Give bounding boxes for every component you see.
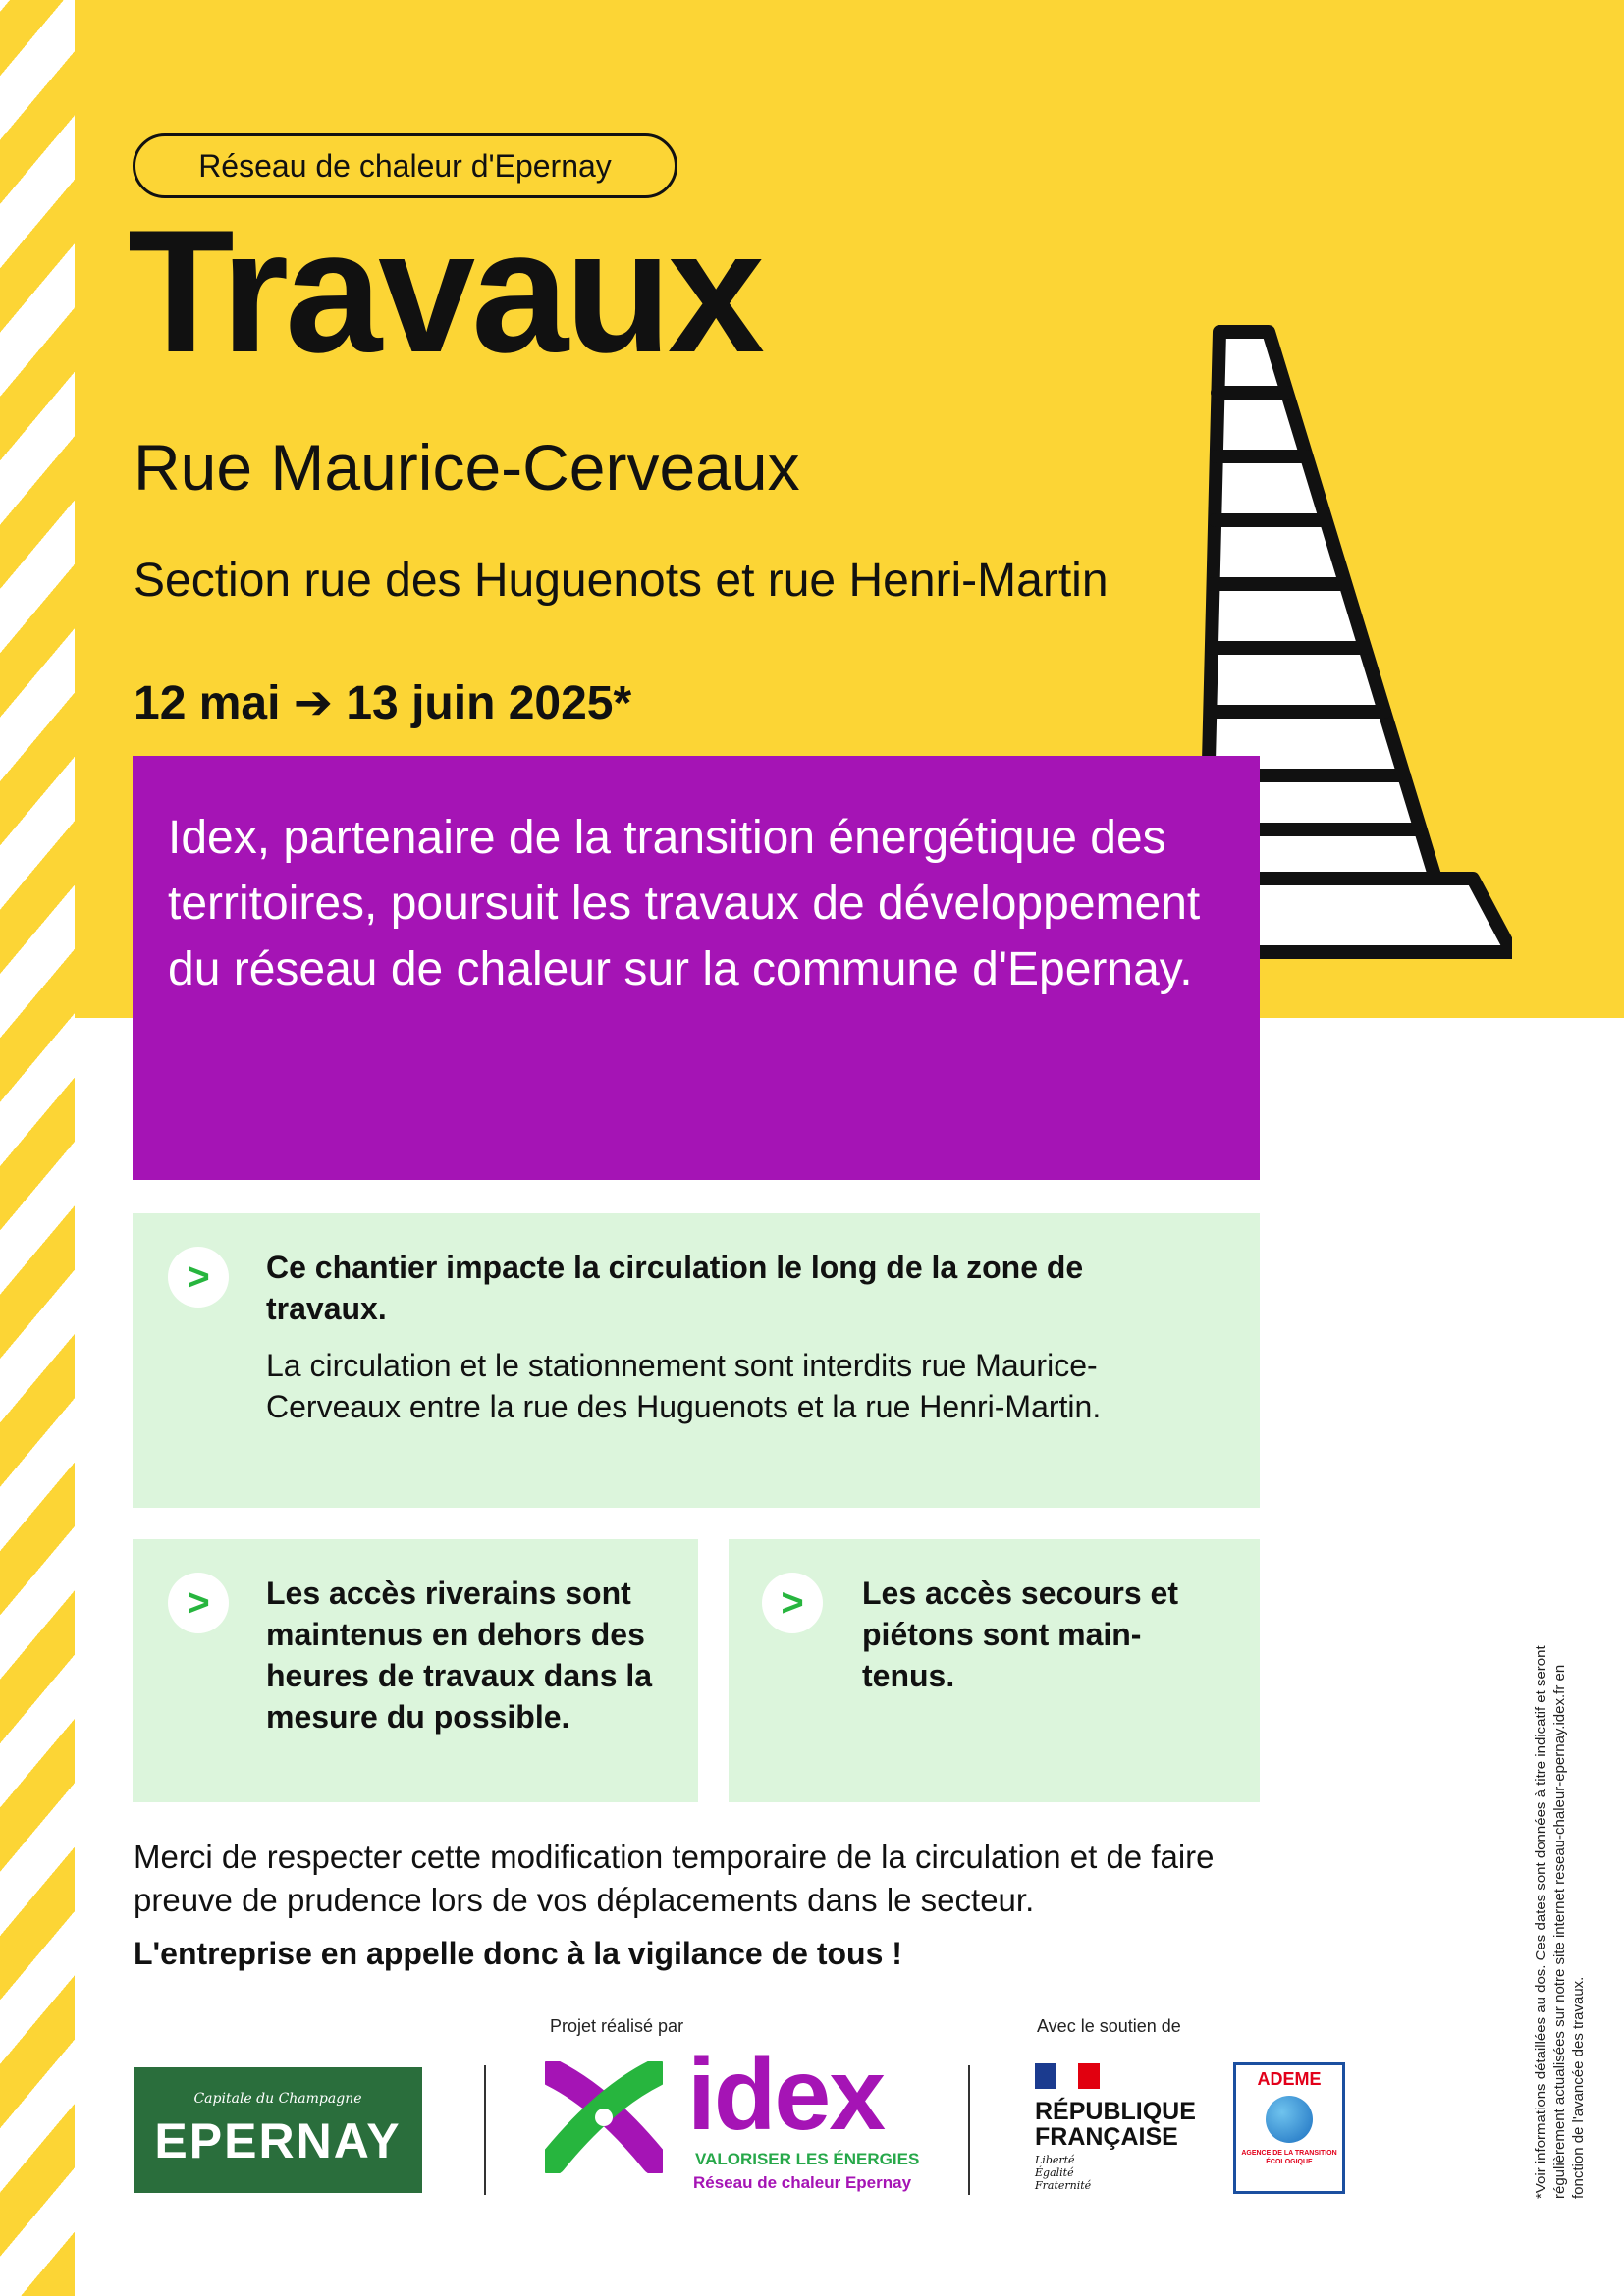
date-start: 12 mai	[134, 677, 281, 729]
rf-title: RÉPUBLIQUE FRANÇAISE	[1035, 2098, 1196, 2151]
circulation-title: Ce chantier impacte la circulation le long de la zone de travaux.	[266, 1250, 1084, 1326]
republique-francaise-logo	[1035, 2063, 1221, 2201]
riverains-text: Les accès riverains sont maintenus en dehors des heures de travaux dans la mesure du possible.	[266, 1575, 653, 1735]
idex-logo-icon	[545, 2061, 663, 2173]
intro-text: Idex, partenaire de la transition énergétique des territoires, poursuit les travaux de développement du réseau de chaleur sur la commune d'Epernay.	[168, 812, 1201, 995]
section-description: Section rue des Huguenots et rue Henri-Martin	[134, 555, 1109, 607]
secours-text: Les accès secours et piétons sont main-tenus.	[862, 1575, 1178, 1693]
chevron-right-icon: >	[168, 1573, 229, 1633]
arrow-icon: ➔	[293, 677, 333, 729]
logo-divider	[968, 2065, 970, 2195]
idex-wordmark: idex	[687, 2038, 885, 2152]
globe-icon	[1266, 2096, 1313, 2143]
logo-divider	[484, 2065, 486, 2195]
epernay-subtitle: Capitale du Champagne	[193, 2091, 362, 2107]
french-flag-icon	[1035, 2063, 1100, 2089]
page-title: Travaux	[128, 193, 761, 389]
epernay-name: EPERNAY	[154, 2113, 402, 2168]
ademe-logo	[1233, 2062, 1345, 2194]
idex-tagline: VALORISER LES ÉNERGIES	[695, 2150, 920, 2168]
dates-footnote: *Voir informations détaillées au dos. Ces dates sont données à titre indicatif et seront régulièrement actualisées sur notre site internet reseau-chaleur-epernay.idex.fr en fonction de l'avancée des travaux.	[1533, 1645, 1587, 2199]
chevron-right-icon: >	[168, 1247, 229, 1308]
street-name: Rue Maurice-Cerveaux	[134, 431, 800, 504]
vigilance-message: L'entreprise en appelle donc à la vigilance de tous !	[134, 1936, 902, 1971]
projet-label: Projet réalisé par	[550, 2016, 684, 2036]
intro-box	[133, 756, 1260, 1180]
chevron-right-icon: >	[762, 1573, 823, 1633]
hazard-stripes	[0, 0, 75, 2296]
epernay-logo	[134, 2067, 422, 2193]
network-tag: Réseau de chaleur d'Epernay	[133, 133, 677, 198]
riverains-info-box	[133, 1539, 698, 1802]
ademe-subtitle: AGENCE DE LA TRANSITION ÉCOLOGIQUE	[1241, 2150, 1337, 2165]
soutien-label: Avec le soutien de	[1037, 2016, 1181, 2036]
work-dates	[134, 675, 631, 730]
date-end: 13 juin 2025*	[346, 677, 632, 729]
respect-message: Merci de respecter cette modification temporaire de la circulation et de faire preuve de prudence lors de vos déplacements dans le secteur.	[134, 1839, 1215, 1918]
circulation-body: La circulation et le stationnement sont interdits rue Maurice-Cerveaux entre la rue des Huguenots et la rue Henri-Martin.	[266, 1348, 1102, 1424]
circulation-info-box	[133, 1213, 1260, 1508]
secours-info-box	[729, 1539, 1260, 1802]
idex-network-name: Réseau de chaleur Epernay	[693, 2173, 912, 2192]
rf-motto: Liberté Égalité Fraternité	[1035, 2154, 1092, 2192]
ademe-name: ADEME	[1257, 2069, 1322, 2089]
